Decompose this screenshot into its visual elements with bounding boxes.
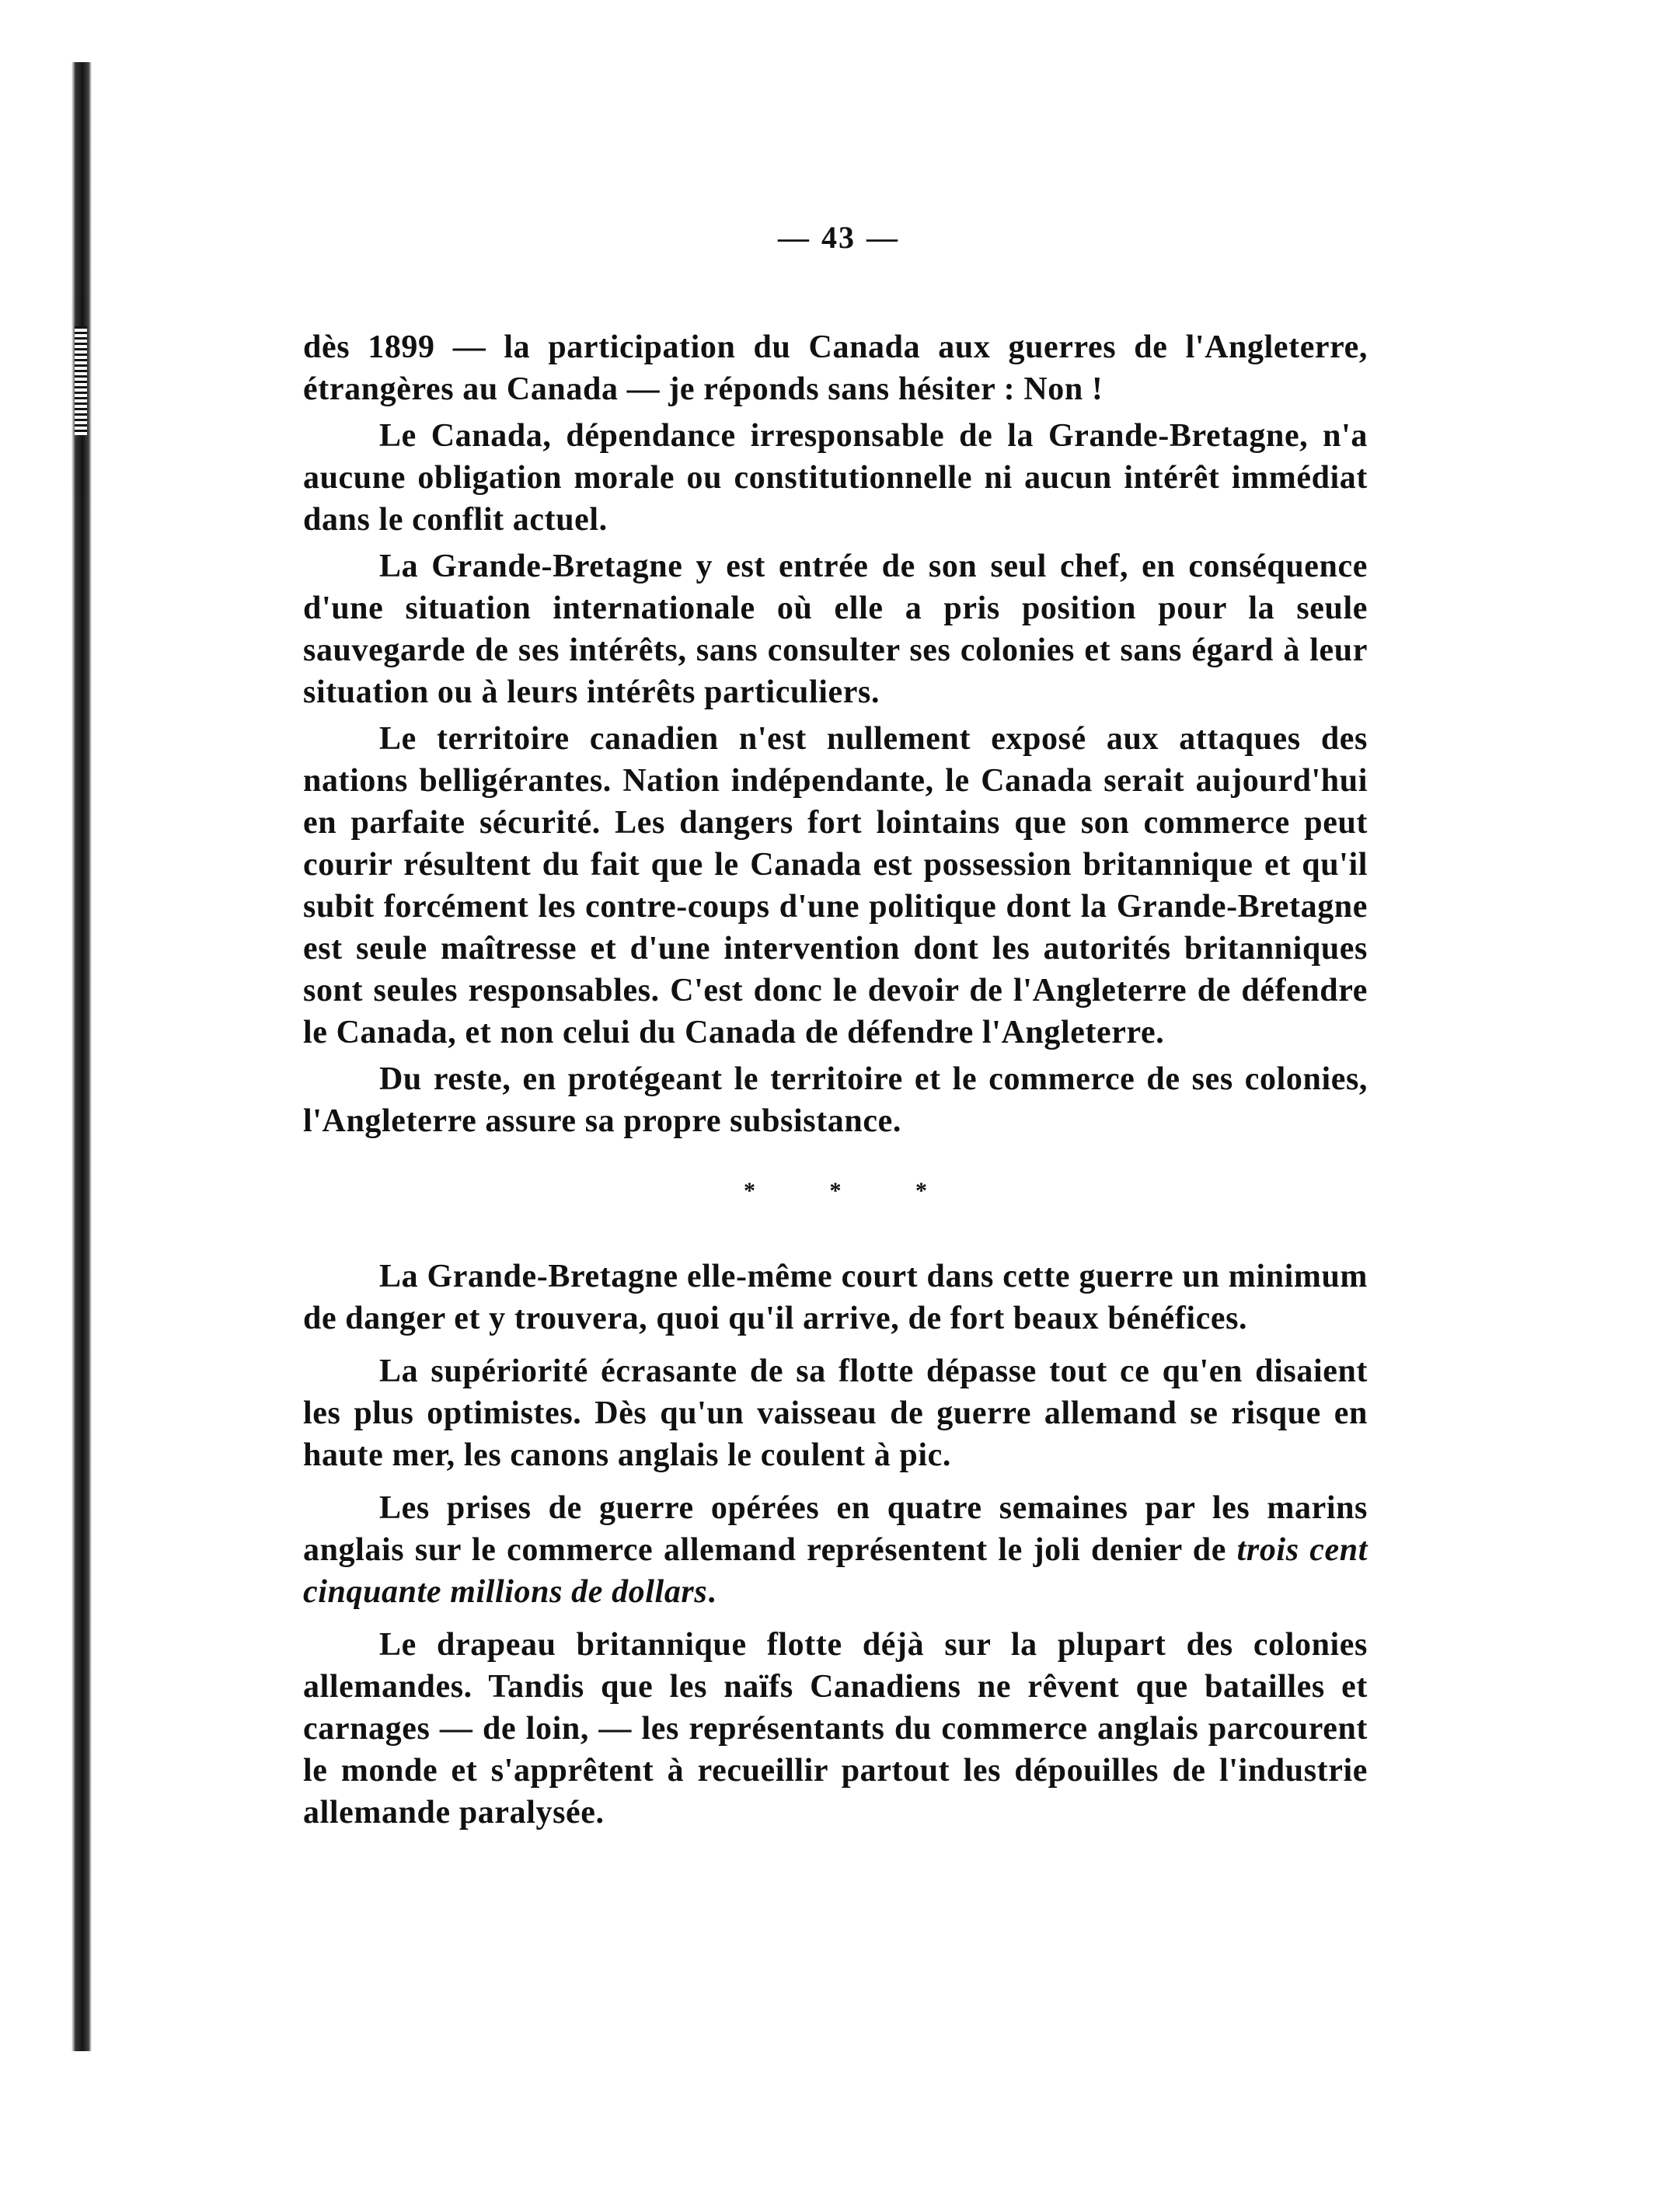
- page-number-dash-left: —: [778, 220, 811, 255]
- paragraph-8: [303, 1487, 1368, 1613]
- paragraph-5: Du reste, en protégeant le territoire et le commerce de ses colonies, l'Angleterre assure sa propre subsistance.: [303, 1061, 1368, 1139]
- paragraph-2: Le Canada, dépendance irresponsable de la Grande-Bretagne, n'a aucune obligation morale ou constitutionnelle ni aucun intérêt immédiat dans le conflit actuel.: [303, 418, 1368, 538]
- binding-edge: [71, 62, 92, 2051]
- page-number: [0, 219, 1677, 256]
- section-separator: * * *: [744, 1178, 961, 1204]
- paragraph-9: Le drapeau britannique flotte déjà sur la plupart des colonies allemandes. Tandis que les naïfs Canadiens ne rêvent que batailles et carnages — de loin, — les représentants du commerce anglais parcourent le monde et s'apprêtent à recueillir partout les dépouilles de l'industrie allemande paralysée.: [303, 1627, 1368, 1831]
- paragraph-1: dès 1899 — la participation du Canada aux guerres de l'Angleterre, étrangères au Canada — je réponds sans hésiter : Non !: [303, 329, 1368, 407]
- paragraph-8-emphasis: trois cent cinquante millions de dollars: [303, 1532, 1368, 1610]
- page-number-value: 43: [821, 220, 856, 255]
- paragraph-4: Le territoire canadien n'est nullement exposé aux attaques des nations belligérantes. Nation indépendante, le Canada serait aujourd'hui en parfaite sécurité. Les dangers fort lointains que son commerce peut courir résultent du fait que le Canada est possession britannique et qu'il subit forcément les contre-coups d'une politique dont la Grande-Bretagne est seule maîtresse et d'une intervention dont les autorités britanniques sont seules responsables. C'est donc le devoir de l'Angleterre de défendre le Canada, et non celui du Canada de défendre l'Angleterre.: [303, 721, 1368, 1050]
- paragraph-3: La Grande-Bretagne y est entrée de son seul chef, en conséquence d'une situation internationale où elle a pris position pour la seule sauvegarde de ses intérêts, sans consulter ses colonies et sans égard à leur situation ou à leurs intérêts particuliers.: [303, 549, 1368, 710]
- paragraph-6: La Grande-Bretagne elle-même court dans cette guerre un minimum de danger et y trouvera, quoi qu'il arrive, de fort beaux bénéfices.: [303, 1259, 1368, 1336]
- paragraph-8-end: .: [707, 1574, 716, 1610]
- paragraph-7: La supériorité écrasante de sa flotte dépasse tout ce qu'en disaient les plus optimistes. Dès qu'un vaisseau de guerre allemand se risque en haute mer, les canons anglais le coulent à pic.: [303, 1353, 1368, 1473]
- paragraph-8-start: Les prises de guerre opérées en quatre semaines par les marins anglais sur le commerce allemand représentent le joli denier de: [303, 1490, 1368, 1568]
- page-number-dash-right: —: [866, 220, 899, 255]
- body-text: [303, 326, 1368, 1838]
